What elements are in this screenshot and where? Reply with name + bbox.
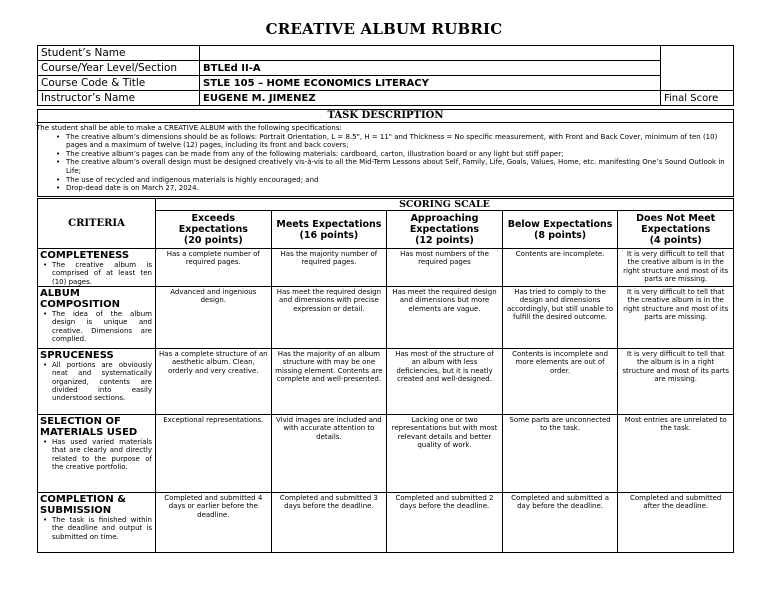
rubric-cell: Lacking one or two representations but with most relevant details and better quality of work. — [387, 415, 503, 493]
task-description — [37, 109, 734, 197]
rubric-cell: Has a complete structure of an aesthetic album. Clean, orderly and very creative. — [156, 349, 272, 415]
rubric-cell: Has most of the structure of an album with less deficiencies, but it is neatly created and well-designed. — [387, 349, 503, 415]
level-header: Approaching Expectations (12 points) — [387, 211, 503, 249]
rubric-row — [38, 349, 734, 415]
rubric-cell: Completed and submitted a day before the deadline. — [502, 493, 618, 553]
rubric-cell: Has most numbers of the required pages — [387, 249, 503, 287]
criterion-cell — [38, 415, 156, 493]
rubric-row — [38, 287, 734, 349]
page-title: CREATIVE ALBUM RUBRIC — [265, 20, 503, 38]
rubric-cell: It is very difficult to tell that the creative album is in the right structure and most of its parts are missing. — [618, 249, 734, 287]
rubric-cell: Contents is incomplete and more elements are out of order. — [502, 349, 618, 415]
rubric-cell: Has the majority number of required pages. — [271, 249, 387, 287]
criteria-header: CRITERIA — [38, 199, 156, 249]
rubric-cell: Completed and submitted 2 days before the deadline. — [387, 493, 503, 553]
criterion-description: • All portions are obviously neat and systematically organized, contents are divided into easily understood sections. — [38, 361, 155, 402]
criterion-name: ALBUM COMPOSITION — [40, 288, 120, 310]
task-body — [36, 123, 733, 193]
instructor-value: EUGENE M. JIMENEZ — [200, 91, 661, 106]
course-code-label: Course Code & Title — [38, 76, 200, 91]
rubric-cell: Most entries are unrelated to the task. — [618, 415, 734, 493]
criterion-cell — [38, 287, 156, 349]
course-label: Course/Year Level/Section — [38, 61, 200, 76]
rubric-cell: Completed and submitted after the deadline. — [618, 493, 734, 553]
scoring-scale-header: SCORING SCALE — [156, 199, 734, 211]
rubric-cell: Completed and submitted 4 days or earlier before the deadline. — [156, 493, 272, 553]
rubric-row — [38, 249, 734, 287]
criterion-description: • The idea of the album design is unique and creative. Dimensions are complied. — [38, 310, 155, 343]
level-header: Does Not Meet Expectations (4 points) — [618, 211, 734, 249]
rubric-cell: It is very difficult to tell that the creative album is in the right structure and most of its parts are missing. — [618, 287, 734, 349]
criterion-cell — [38, 493, 156, 553]
task-heading: TASK DESCRIPTION — [38, 110, 733, 123]
criterion-name: COMPLETION & SUBMISSION — [40, 494, 126, 516]
task-bullet: • The creative album’s pages can be made from any of the following materials: cardboard, carton, illustration board or any light but stiff paper; — [56, 150, 730, 159]
criterion-cell — [38, 249, 156, 287]
task-list — [56, 133, 730, 193]
rubric-table — [37, 198, 734, 553]
rubric-cell: It is very difficult to tell that the album is in a right structure and most of its parts are missing. — [618, 349, 734, 415]
criterion-description: • The task is finished within the deadline and output is submitted on time. — [38, 516, 155, 541]
criterion-name: SELECTION OF MATERIALS USED — [40, 416, 138, 438]
instructor-label: Instructor’s Name — [38, 91, 200, 106]
rubric-cell: Has tried to comply to the design and dimensions accordingly, but still unable to fulfill the desired outcome. — [502, 287, 618, 349]
criterion-description: • The creative album is comprised of at least ten (10) pages. — [38, 261, 155, 286]
rubric-row — [38, 415, 734, 493]
rubric-cell: Vivid images are included and with accurate attention to details. — [271, 415, 387, 493]
level-header: Meets Expectations (16 points) — [271, 211, 387, 249]
criterion-description: • Has used varied materials that are clearly and directly related to the purpose of the creative portfolio. — [38, 438, 155, 471]
rubric-cell: Has meet the required design and dimensions with precise expression or detail. — [271, 287, 387, 349]
task-bullet: • The use of recycled and indigenous materials is highly encouraged; and — [56, 176, 730, 185]
level-header: Exceeds Expectations (20 points) — [156, 211, 272, 249]
task-bullet: • The creative album’s dimensions should be as follows: Portrait Orientation, L = 8.5", H = 11" and Thickness = No specific measurement, with Front and Back Cover, minimum of ten (10) pages and a maximum of twelve (12) pages, including its front and back covers; — [56, 133, 730, 150]
task-intro: The student shall be able to make a CREATIVE ALBUM with the following specifications: — [36, 124, 342, 132]
level-header: Below Expectations (8 points) — [502, 211, 618, 249]
course-value: BTLEd II-A — [200, 61, 661, 76]
rubric-cell: Completed and submitted 3 days before the deadline. — [271, 493, 387, 553]
criterion-name: SPRUCENESS — [40, 350, 114, 361]
rubric-cell: Has meet the required design and dimensions but more elements are vague. — [387, 287, 503, 349]
criterion-name: COMPLETENESS — [40, 250, 130, 261]
student-name-value — [200, 46, 661, 61]
rubric-cell: Exceptional representations. — [156, 415, 272, 493]
task-bullet: • The creative album’s overall design must be designed creatively vis-à-vis to all the Mid-Term Lessons about Self, Family, Life, Goals, Values, Home, etc. manifesting One’s Sound Outlook in Life; — [56, 158, 730, 175]
course-code-value: STLE 105 – HOME ECONOMICS LITERACY — [200, 76, 661, 91]
rubric-cell: Has the majority of an album structure with may be one missing element. Contents are complete and well-presented. — [271, 349, 387, 415]
rubric-cell: Advanced and ingenious design. — [156, 287, 272, 349]
student-info-table — [37, 45, 734, 106]
student-name-label: Student’s Name — [38, 46, 200, 61]
final-score-label: Final Score — [661, 91, 734, 106]
task-bullet: • Drop-dead date is on March 27, 2024. — [56, 184, 730, 193]
criterion-cell — [38, 349, 156, 415]
rubric-cell: Some parts are unconnected to the task. — [502, 415, 618, 493]
rubric-cell: Contents are incomplete. — [502, 249, 618, 287]
final-score-space — [661, 46, 734, 91]
rubric-cell: Has a complete number of required pages. — [156, 249, 272, 287]
rubric-row — [38, 493, 734, 553]
